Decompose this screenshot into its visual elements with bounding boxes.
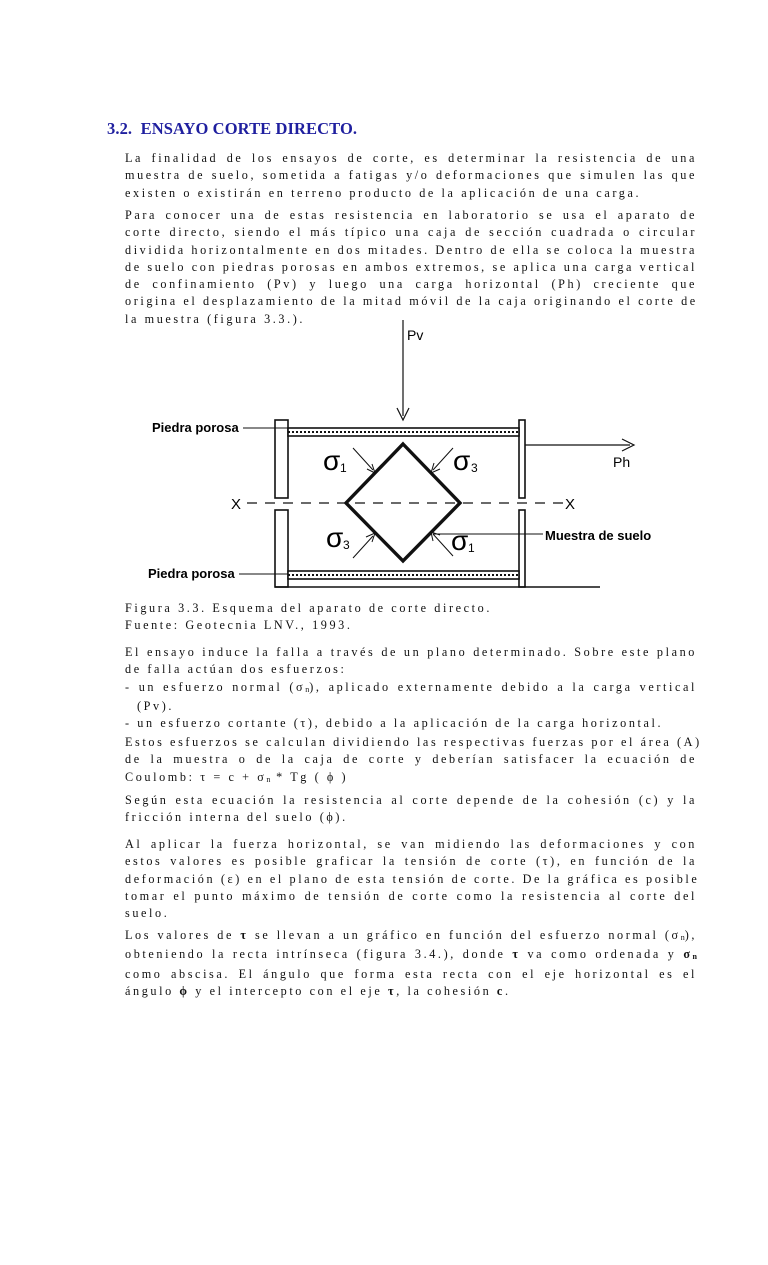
stress-arrow xyxy=(433,448,453,470)
tau-symbol: τ xyxy=(387,983,397,998)
text-line: dividida horizontalmente en dos mitades. Dentro de ella se coloca la muestra xyxy=(125,242,697,257)
sigma-glyph: σ xyxy=(451,525,469,556)
text-line: Al aplicar la fuerza horizontal, se van midiendo las deformaciones y con xyxy=(125,837,697,851)
text-line: como abscisa. El ángulo que forma esta recta con el eje horizontal es el xyxy=(125,966,697,981)
x-right-label: X xyxy=(565,496,576,513)
text-line: tomar el punto máximo de tensión de corte como la resistencia al corte del xyxy=(125,888,697,903)
subscript: n xyxy=(680,933,685,942)
sigma-subscript: 1 xyxy=(340,461,347,475)
sigma-subscript: 3 xyxy=(471,461,478,475)
pv-label: Pv xyxy=(407,327,424,343)
box-right-upper-wall xyxy=(519,420,525,498)
text-line: Según esta ecuación la resistencia al corte depende de la cohesión (c) y la xyxy=(125,793,697,807)
sigma-subscript: 1 xyxy=(468,541,475,555)
text-run: - un esfuerzo normal (σ xyxy=(125,679,306,694)
phi-symbol: ϕ xyxy=(179,983,190,998)
sigma3-upper-right xyxy=(453,445,478,476)
section-heading xyxy=(107,119,357,139)
text-line: origina el desplazamiento de la mitad móvil de la caja originando el corte de xyxy=(125,294,698,309)
section-title: ENSAYO CORTE DIRECTO. xyxy=(140,119,358,138)
stress-arrow xyxy=(353,536,373,558)
section-number: 3.2. xyxy=(107,119,133,138)
porous-stone-top-label: Piedra porosa xyxy=(152,420,239,435)
coulomb-equation xyxy=(125,769,697,788)
stress-arrow xyxy=(353,448,373,470)
text-run: va como ordenada y xyxy=(520,947,684,962)
text-run: ), aplicado externamente debido a la carga vertical xyxy=(309,679,697,694)
tau-symbol: τ xyxy=(240,928,249,942)
text-run: se llevan a un gráfico en función del esfuerzo normal (σ xyxy=(248,928,681,942)
text-line: La finalidad de los ensayos de corte, es determinar la resistencia de una xyxy=(125,151,697,165)
subscript: n xyxy=(305,684,310,694)
apparatus-paragraph xyxy=(125,207,697,328)
sigma1-lower-right xyxy=(451,525,475,556)
text-line: existen o existirán en terreno producto de la aplicación de una carga. xyxy=(125,185,642,200)
text-line xyxy=(125,927,697,946)
caption-text: Figura 3.3. Esquema del aparato de corte directo. xyxy=(125,601,492,615)
text-line xyxy=(125,946,697,965)
text-run: * Tg ( ϕ ) xyxy=(270,769,349,784)
sigma-glyph: σ xyxy=(323,445,341,476)
stress-arrowhead xyxy=(366,533,375,542)
caption-source: Fuente: Geotecnia LNV., 1993. xyxy=(125,618,353,633)
porous-stone-bottom-label: Piedra porosa xyxy=(148,566,235,581)
sigma-glyph: σ xyxy=(453,445,471,476)
text-line: Estos esfuerzos se calculan dividiendo las respectivas fuerzas por el área (A) xyxy=(125,735,702,749)
subscript: n xyxy=(266,774,271,784)
bullet-shear-stress: - un esfuerzo cortante (τ), debido a la aplicación de la carga horizontal. xyxy=(125,716,664,731)
sigma-subscript: 3 xyxy=(343,538,350,552)
bullet-normal-stress-continued: (Pv). xyxy=(137,698,175,713)
ph-label: Ph xyxy=(613,454,631,470)
text-line: fricción interna del suelo (ϕ). xyxy=(125,810,348,825)
text-line: de falla actúan dos esfuerzos: xyxy=(125,662,347,677)
horizontal-force-paragraph xyxy=(125,836,700,922)
failure-paragraph xyxy=(125,644,697,732)
stress-arrow xyxy=(433,534,453,556)
bullet-normal-stress xyxy=(125,679,697,698)
text-run: . xyxy=(504,983,511,998)
cohesion-symbol: c xyxy=(496,983,505,998)
text-run: ángulo xyxy=(125,983,180,998)
soil-sample-label: Muestra de suelo xyxy=(545,528,652,543)
text-run: Los valores de xyxy=(125,928,241,942)
text-line: muestra de suelo, sometida a fatigas y/o deformaciones que simulen las que xyxy=(125,168,697,183)
text-line: la muestra (figura 3.3.). xyxy=(125,311,306,326)
tau-symbol: τ xyxy=(512,947,521,962)
sigma-glyph: σ xyxy=(326,522,344,553)
text-line xyxy=(125,983,697,1000)
text-line: corte directo, siendo el más típico una caja de sección cuadrada o circular xyxy=(125,225,697,240)
text-line: Para conocer una de estas resistencia en laboratorio se usa el aparato de xyxy=(125,208,697,222)
x-left-label: X xyxy=(231,496,242,513)
text-line: de suelo con piedras porosas en ambos extremos, se aplica una carga vertical xyxy=(125,259,698,274)
text-line: El ensayo induce la falla a través de un plano determinado. Sobre este plano xyxy=(125,645,697,659)
intro-paragraph xyxy=(125,150,697,202)
sigma-symbol: σ xyxy=(683,947,693,962)
text-run: obteniendo la recta intrínseca (figura 3.4.), donde xyxy=(125,947,513,962)
box-left-lower-wall xyxy=(275,510,288,587)
text-line: suelo. xyxy=(125,906,170,921)
subscript: n xyxy=(692,952,697,962)
text-line: deformación (ε) en el plano de esta tensión de corte. De la gráfica es posible xyxy=(125,871,700,886)
box-right-lower-wall xyxy=(519,510,525,587)
text-run: y el intercepto con el eje xyxy=(189,983,388,998)
text-line: estos valores es posible graficar la tensión de corte (τ), en función de la xyxy=(125,854,697,869)
cohesion-paragraph xyxy=(125,792,697,827)
text-run: Coulomb: τ = c + σ xyxy=(125,769,267,784)
text-run: , la cohesión xyxy=(396,983,497,998)
text-line: de la muestra o de la caja de corte y deberían satisfacer la ecuación de xyxy=(125,752,697,767)
figure-caption xyxy=(125,600,697,635)
text-run: ), xyxy=(684,928,697,942)
sigma3-lower-left xyxy=(326,522,350,553)
direct-shear-diagram xyxy=(135,320,670,590)
sigma1-upper-left xyxy=(323,445,347,476)
box-left-upper-wall xyxy=(275,420,288,498)
intrinsic-line-paragraph xyxy=(125,927,697,1000)
text-line: de confinamiento (Pv) y luego una carga horizontal (Ph) creciente que xyxy=(125,277,697,292)
coulomb-paragraph xyxy=(125,734,702,788)
